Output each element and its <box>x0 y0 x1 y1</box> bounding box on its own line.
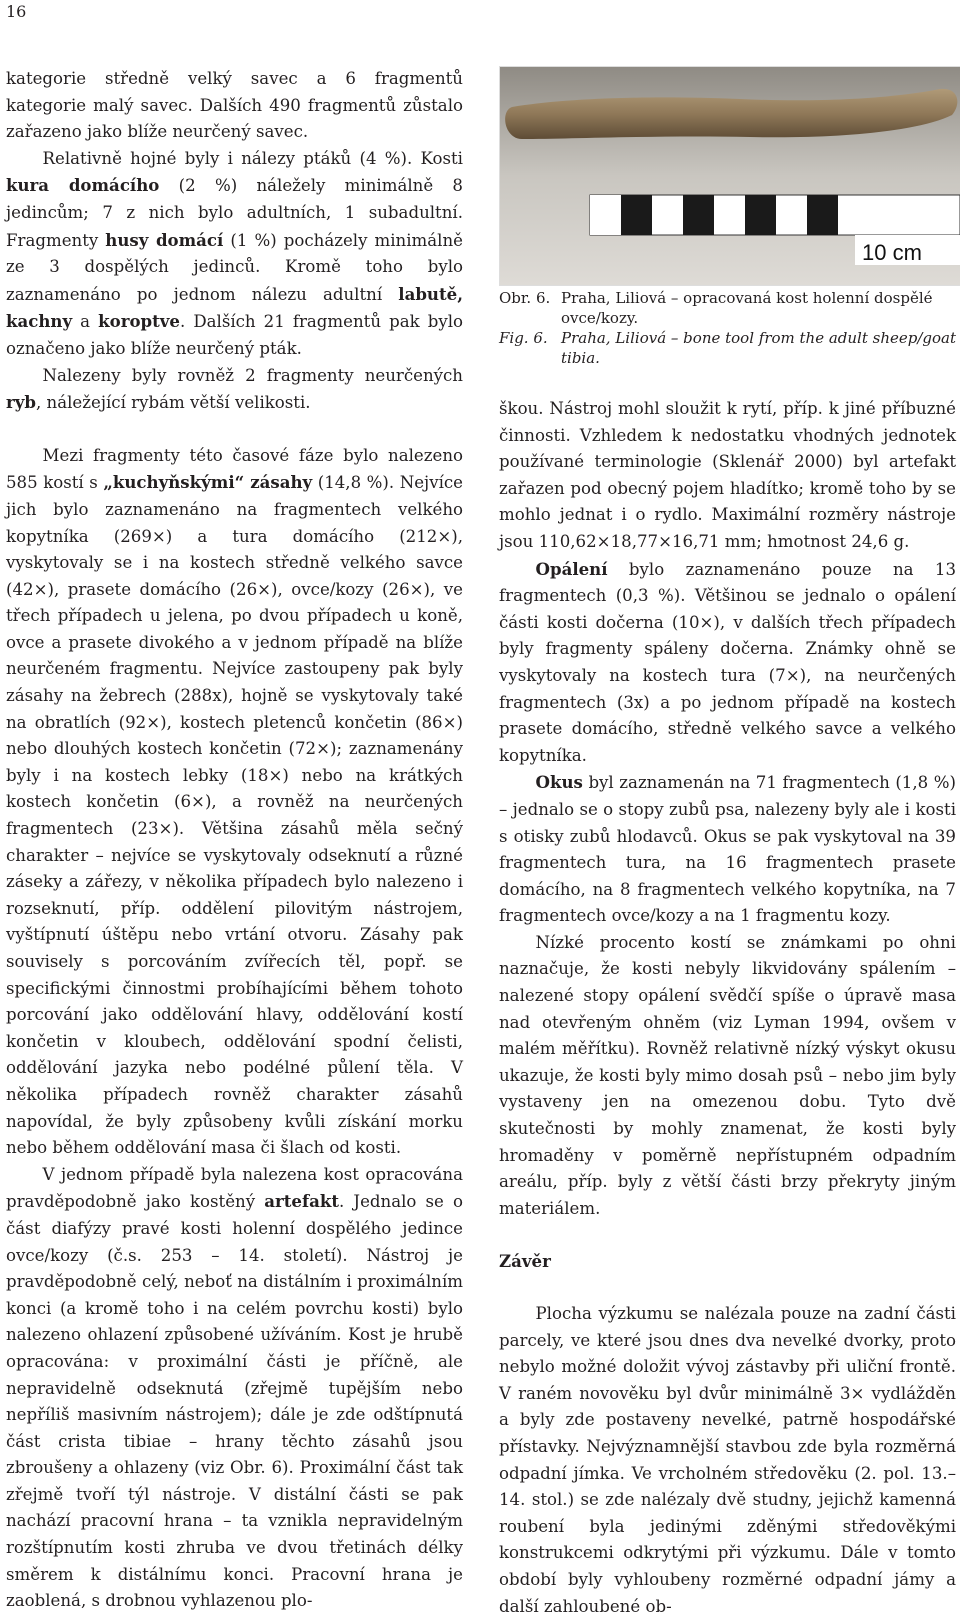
caption-cz <box>499 288 960 328</box>
left-column <box>6 66 463 1615</box>
section-heading: Závěr <box>499 1251 551 1272</box>
bone-tool-image <box>500 67 960 285</box>
term: husy domácí <box>105 229 224 250</box>
paragraph: škou. Nástroj mohl sloužit k rytí, příp. k jiné příbuzné činnosti. Vzhledem k nedostatku vhodných jednotek používané terminologie (Sklenář 2000) byl artefakt zařazen pod obecný pojem hladítko; kromě toho by se mohlo jednat i o rydlo. Maximální rozměry nástroje jsou 110,62×18,77×16,71 mm; hmotnost 24,6 g. <box>499 399 956 551</box>
caption-cz-label: Obr. 6. <box>499 289 551 307</box>
term: ryb <box>6 392 36 413</box>
right-column <box>499 396 956 1620</box>
scale-bar <box>590 195 960 235</box>
text: bylo zaznamenáno pouze na 13 fragmentech (0,3 %). Většinou se jednalo o opálení části kosti dočerna (10×), v dalších třech případech byly fragmenty spáleny dočerna. Známky ohně se vyskytovaly na kostech tura (7×), na neurčených fragmentech (3x) a po jednom případě na kostech prasete domácího, středně velkého savce a velkého kopytníka. <box>499 559 956 765</box>
text: (2 %) náležely minimálně 8 jedincům; 7 z nich bylo adultních, 1 subadultní. Fragmenty <box>6 176 463 250</box>
term: „kuchyňskými“ zásahy <box>103 472 313 493</box>
paragraph <box>6 443 463 1162</box>
text: Relativně hojné byly i nálezy ptáků (4 %). Kosti <box>42 148 463 168</box>
paragraph <box>499 556 956 770</box>
text: V jednom případě byla nalezena kost opracována pravděpodobně jako kostěný <box>6 1164 463 1212</box>
text: (1 %) pocházely minimálně ze 3 dospělých jedinců. Kromě toho bylo zaznamenáno po jednom nálezu adultní <box>6 230 463 304</box>
term: Opálení <box>535 558 608 579</box>
paragraph <box>6 146 463 363</box>
text: Nalezeny byly rovněž 2 fragmenty neurčených <box>42 365 463 385</box>
text: . Dalších 21 fragmentů pak bylo označeno jako blíže neurčený pták. <box>6 312 464 358</box>
term: kura domácího <box>6 175 160 196</box>
paragraph: Plocha výzkumu se nalézala pouze na zadní části parcely, ve které jsou dnes dva nevelké dvorky, proto nebylo možné doložit vývoj zástavby při uliční frontě. V raném novověku byl dvůr minimálně 3× vydlážděn a byly zde postaveny nevelké, patrně hospodářské přístavky. Nejvýznamnější stavbou zde byla rozměrná odpadní jímka. Ve vrcholném středověku (2. pol. 13.–14. stol.) se zde nalézaly dvě studny, jejichž kamenná roubení byla jedinými zděnými středověkými konstrukcemi odkrytými při výzkumu. Dále v tomto období byly vyhloubeny rozměrné odpadní jámy a další zahloubené ob- <box>499 1304 956 1616</box>
figure-caption <box>499 288 960 368</box>
scale-label: 10 cm <box>862 240 922 265</box>
caption-cz-text: Praha, Liliová – opracovaná kost holenní dospělé ovce/kozy. <box>561 289 933 327</box>
caption-en-text: Praha, Liliová – bone tool from the adult sheep/goat tibia. <box>561 329 957 367</box>
text: (14,8 %). Nejvíce jich bylo zaznamenáno na fragmentech velkého kopytníka (269×) a tura domácího (212×), vyskytovaly se i na kostech středně velkého savce (42×), prasete domácího (26×), ovce/kozy (26×), ve třech případech u jelena, po dvou případech u koně, ovce a prasete divokého a v jednom případě na blíže neurčeném fragmentu. Nejvíce zastoupeny pak byly zásahy na žebrech (288x), hojně se vyskytovaly také na obratlích (92×), kostech pletenců končetin (86×) nebo dlouhých kostech končetin (72×); zaznamenány byly i na kostech lebky (18×) nebo na krátkých kostech končetin (6×), a rovněž na neurčených fragmentech (23×). Většina zásahů měla sečný charakter – nejvíce se vyskytovaly odseknutí a různé záseky a zářezy, v několika případech bylo nalezeno i rozseknutí, příp. oddělení pilovitým nástrojem, vyštípnutí úštěpu nebo vrtání otvoru. Zásahy pak souvisely s porcováním zvířecích těl, popř. se specifickými činnostmi probíhajícími během tohoto porcování jako oddělování hlavy, oddělování kostí končetin v kloubech, oddělování spodní čelisti, oddělování jazyka nebo podélné půlení těla. V několika případech rovněž charakter zásahů napovídal, že byly způsobeny kvůli získání morku nebo během oddělování masa či šlach od kosti. <box>6 473 463 1158</box>
figure-bone-tool-photo <box>499 66 960 286</box>
term: artefakt <box>264 1191 340 1212</box>
term: labutě, kachny <box>6 283 463 332</box>
page-number: 16 <box>6 2 27 21</box>
text: . Jednalo se o část diafýzy pravé kosti holenní dospělého jedince ovce/kozy (č.s. 253 – 14. století). Nástroj je pravděpodobně celý, neboť na distálním i proximálním konci (a kromě toho i na celém povrchu kosti) bylo nalezeno ohlazení způsobené užíváním. Kost je hrubě opracována: v proximální části je příčně, ale nepravidelně odseknutá (zřejmě tupějším nebo nepříliš masivním nástrojem); dále je zde odštípnutá část crista tibiae – hrany těchto zásahů jsou zbroušeny a ohlazeny (viz Obr. 6). Proximální část tak zřejmě tvoří týl nástroje. V distální části se pak nachází pracovní hrana – ta vznikla nepravidelným rozštípnutím kosti zhruba ve dvou třetinách délky směrem k distálnímu konci. Pracovní hrana je zaoblená, s drobnou vyhlazenou plo- <box>6 1192 463 1611</box>
text: kategorie středně velký savec a 6 fragmentů kategorie malý savec. Dalších 490 fragmentů zůstalo zařazeno jako blíže neurčený savec. <box>6 69 463 142</box>
text: Mezi fragmenty této časové fáze bylo nalezeno 585 kostí s <box>6 445 463 493</box>
paragraph <box>6 1162 463 1615</box>
paragraph: Nízké procento kostí se známkami po ohni naznačuje, že kosti nebyly likvidovány spálením – nalezené stopy opálení svědčí spíše o úpravě masa nad otevřeným ohněm (viz Lyman 1994, ovšem v malém měřítku). Rovněž relativně nízký výskyt okusu ukazuje, že kosti byly mimo dosah psů – nebo jim byly vystaveny jen na omezenou dobu. Tyto dvě skutečnosti by mohly znamenat, že kosti byly hromaděny v poměrně nepřístupném odpadním areálu, příp. byly z větší části brzy překryty jiným materiálem. <box>499 932 956 1218</box>
paragraph <box>6 363 463 417</box>
term: koroptve <box>98 311 180 332</box>
text: byl zaznamenán na 71 fragmentech (1,8 %) – jednalo se o stopy zubů psa, nalezeny byly ale i kosti s otisky zubů hlodavců. Okus se pak vyskytoval na 39 fragmentech tura, na 16 fragmentech prasete domácího, na 8 fragmentech velkého kopytníka, na 7 fragmentech ovce/kozy a na 1 fragmentu kozy. <box>499 773 956 926</box>
paragraph <box>6 66 463 146</box>
text: a <box>72 312 99 332</box>
paragraph <box>499 769 956 930</box>
caption-en-label: Fig. 6. <box>499 329 548 347</box>
term: Okus <box>535 772 583 793</box>
text: , náležející rybám větší velikosti. <box>36 393 311 413</box>
caption-en <box>499 328 960 368</box>
